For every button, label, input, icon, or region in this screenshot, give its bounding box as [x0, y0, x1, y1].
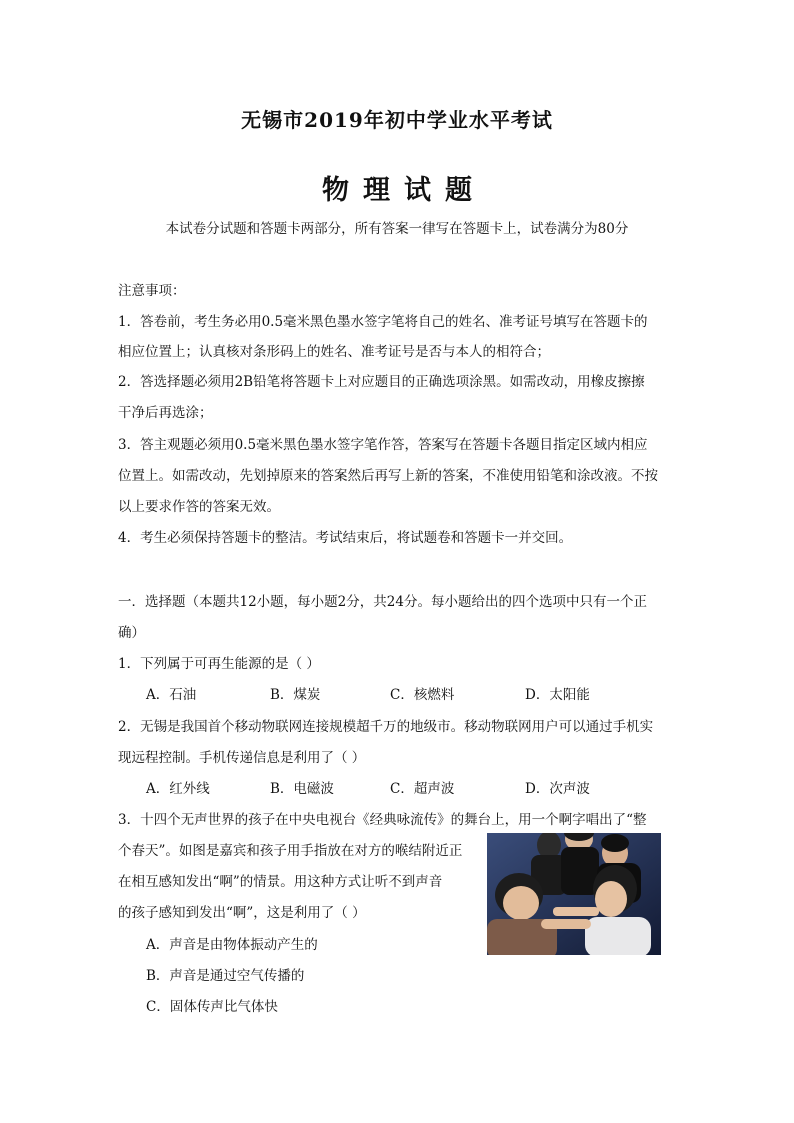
subject-char: 理 — [363, 175, 390, 206]
question-stem: 3．十四个无声世界的孩子在中央电视台《经典咏流传》的舞台上，用一个啊字唱出了“整 — [118, 812, 647, 828]
stage-photo-illustration — [487, 833, 661, 955]
notes-heading: 注意事项： — [118, 283, 186, 299]
subject-title — [0, 168, 794, 207]
question-stem: 现远程控制。手机传递信息是利用了（ ） — [118, 750, 366, 766]
option-b: B．声音是通过空气传播的 — [146, 968, 305, 984]
option-a: A．声音是由物体振动产生的 — [146, 937, 318, 953]
notes-line: 位置上。如需改动，先划掉原来的答案然后再写上新的答案，不准使用铅笔和涂改液。不按 — [118, 468, 658, 484]
section-heading: 确） — [118, 625, 145, 641]
subject-char: 题 — [445, 175, 472, 206]
notes-line: 2．答选择题必须用2B铅笔将答题卡上对应题目的正确选项涂黑。如需改动，用橡皮擦擦 — [118, 374, 645, 390]
option-c: C．超声波 — [390, 781, 455, 797]
option-d: D．次声波 — [525, 781, 590, 797]
stage-photo — [487, 833, 661, 955]
notes-line: 干净后再选涂； — [118, 405, 213, 421]
notes-line: 相应位置上；认真核对条形码上的姓名、准考证号是否与本人的相符合； — [118, 344, 550, 360]
question-stem: 的孩子感知到发出“啊”，这是利用了（ ） — [118, 905, 366, 921]
notes-line: 1．答卷前，考生务必用0.5毫米黑色墨水签字笔将自己的姓名、准考证号填写在答题卡的 — [118, 314, 648, 330]
option-a: A．红外线 — [146, 781, 210, 797]
question-stem: 2．无锡是我国首个移动物联网连接规模超千万的地级市。移动物联网用户可以通过手机实 — [118, 719, 654, 735]
subject-char: 物 — [322, 175, 349, 206]
option-c: C．核燃料 — [390, 687, 455, 703]
option-a: A．石油 — [146, 687, 197, 703]
notes-line: 以上要求作答的答案无效。 — [118, 499, 280, 515]
question-stem: 个春天”。如图是嘉宾和孩子用手指放在对方的喉结附近正 — [118, 843, 463, 859]
option-c: C．固体传声比气体快 — [146, 999, 278, 1015]
notes-line: 3．答主观题必须用0.5毫米黑色墨水签字笔作答，答案写在答题卡各题目指定区域内相应 — [118, 437, 648, 453]
subject-char: 试 — [404, 175, 431, 206]
question-stem: 在相互感知发出“啊”的情景。用这种方式让听不到声音 — [118, 874, 443, 890]
section-heading: 一．选择题（本题共12小题，每小题2分，共24分。每小题给出的四个选项中只有一个正 — [118, 594, 647, 610]
option-b: B．电磁波 — [270, 781, 334, 797]
exam-intro: 本试卷分试题和答题卡两部分，所有答案一律写在答题卡上，试卷满分为80分 — [165, 221, 629, 237]
notes-line: 4．考生必须保持答题卡的整洁。考试结束后，将试题卷和答题卡一并交回。 — [118, 530, 573, 546]
exam-title: 无锡市2019年初中学业水平考试 — [241, 108, 553, 132]
option-b: B．煤炭 — [270, 687, 321, 703]
question-stem: 1．下列属于可再生能源的是（ ） — [118, 656, 320, 672]
option-d: D．太阳能 — [525, 687, 590, 703]
